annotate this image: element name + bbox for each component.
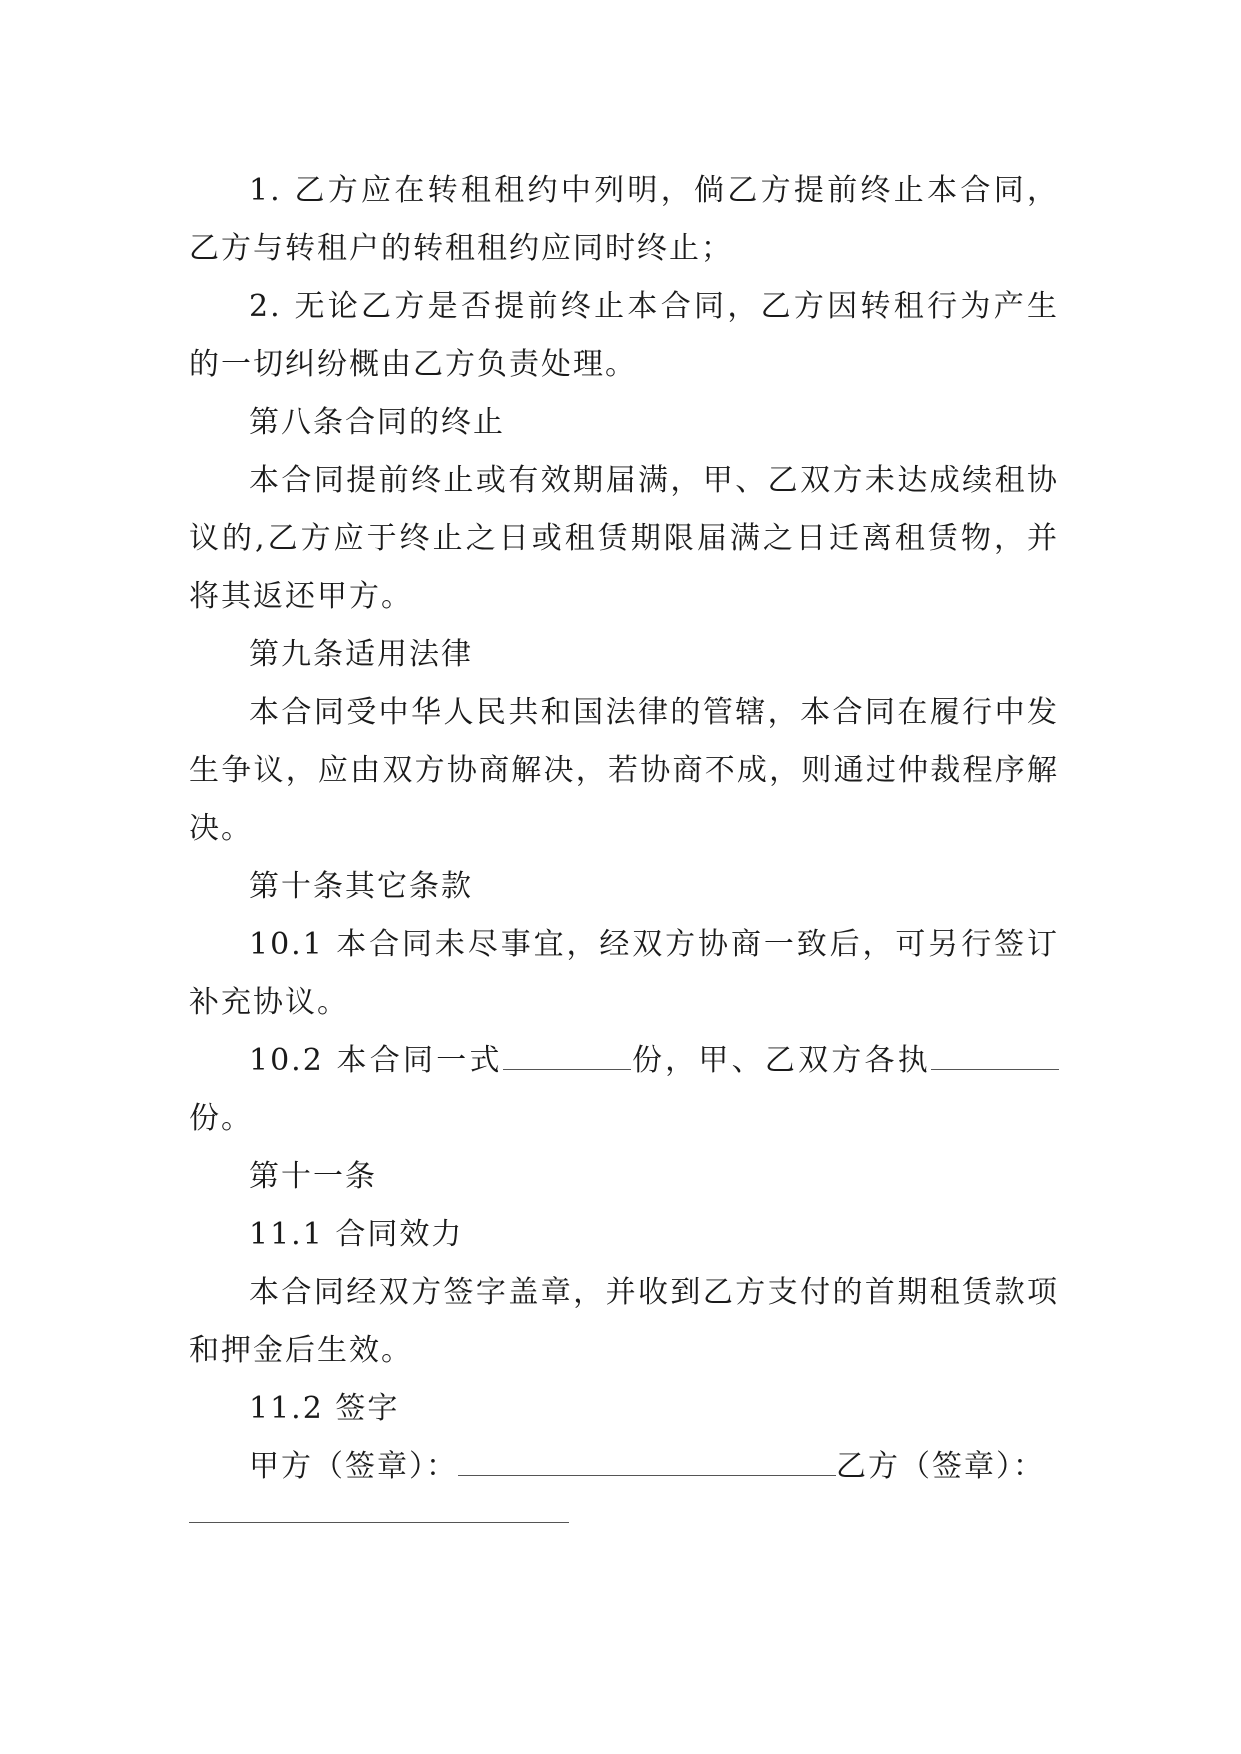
clause-11-1-heading: 11.1 合同效力: [249, 1217, 464, 1252]
clause-11-heading: 第十一条: [249, 1159, 377, 1194]
clause-11-2-heading: 11.2 签字: [249, 1391, 400, 1426]
clause-7-item-1: 1. 乙方应在转租租约中列明，倘乙方提前终止本合同，乙方与转租户的转租租约应同时终止；: [189, 173, 1059, 266]
clause-10-2-text: [189, 1032, 1059, 1148]
copies-total-blank: [503, 1039, 631, 1070]
clause-8-heading: 第八条合同的终止: [249, 405, 505, 440]
clause-10-heading: 第十条其它条款: [249, 869, 473, 904]
party-a-signature-blank: [458, 1445, 836, 1476]
party-b-signature-rule: [189, 1522, 569, 1523]
contract-body: [189, 162, 1059, 1554]
clause-11-1-text: 本合同经双方签字盖章，并收到乙方支付的首期租赁款项和押金后生效。: [189, 1275, 1059, 1368]
clause-10-2-part1: 10.2 本合同一式: [249, 1043, 503, 1078]
party-b-signature-blank: [189, 1496, 1059, 1554]
clause-9-text: 本合同受中华人民共和国法律的管辖，本合同在履行中发生争议，应由双方协商解决，若协商不成，则通过仲裁程序解决。: [189, 695, 1059, 846]
clause-9-heading: 第九条适用法律: [249, 637, 473, 672]
party-b-signature-label: 乙方（签章）：: [836, 1449, 1045, 1484]
clause-10-1-text: 10.1 本合同未尽事宜，经双方协商一致后，可另行签订补充协议。: [189, 927, 1059, 1020]
clause-7-item-2: 2. 无论乙方是否提前终止本合同，乙方因转租行为产生的一切纠纷概由乙方负责处理。: [189, 289, 1059, 382]
signature-line: [189, 1438, 1059, 1496]
clause-8-text: 本合同提前终止或有效期届满，甲、乙双方未达成续租协议的,乙方应于终止之日或租赁期限届满之日迁离租赁物，并将其返还甲方。: [189, 463, 1059, 614]
clause-10-2-part3: 份。: [189, 1101, 253, 1136]
copies-each-blank: [931, 1039, 1059, 1070]
party-a-signature-label: 甲方（签章）：: [249, 1449, 458, 1484]
clause-10-2-part2: 份，甲、乙双方各执: [630, 1043, 932, 1078]
